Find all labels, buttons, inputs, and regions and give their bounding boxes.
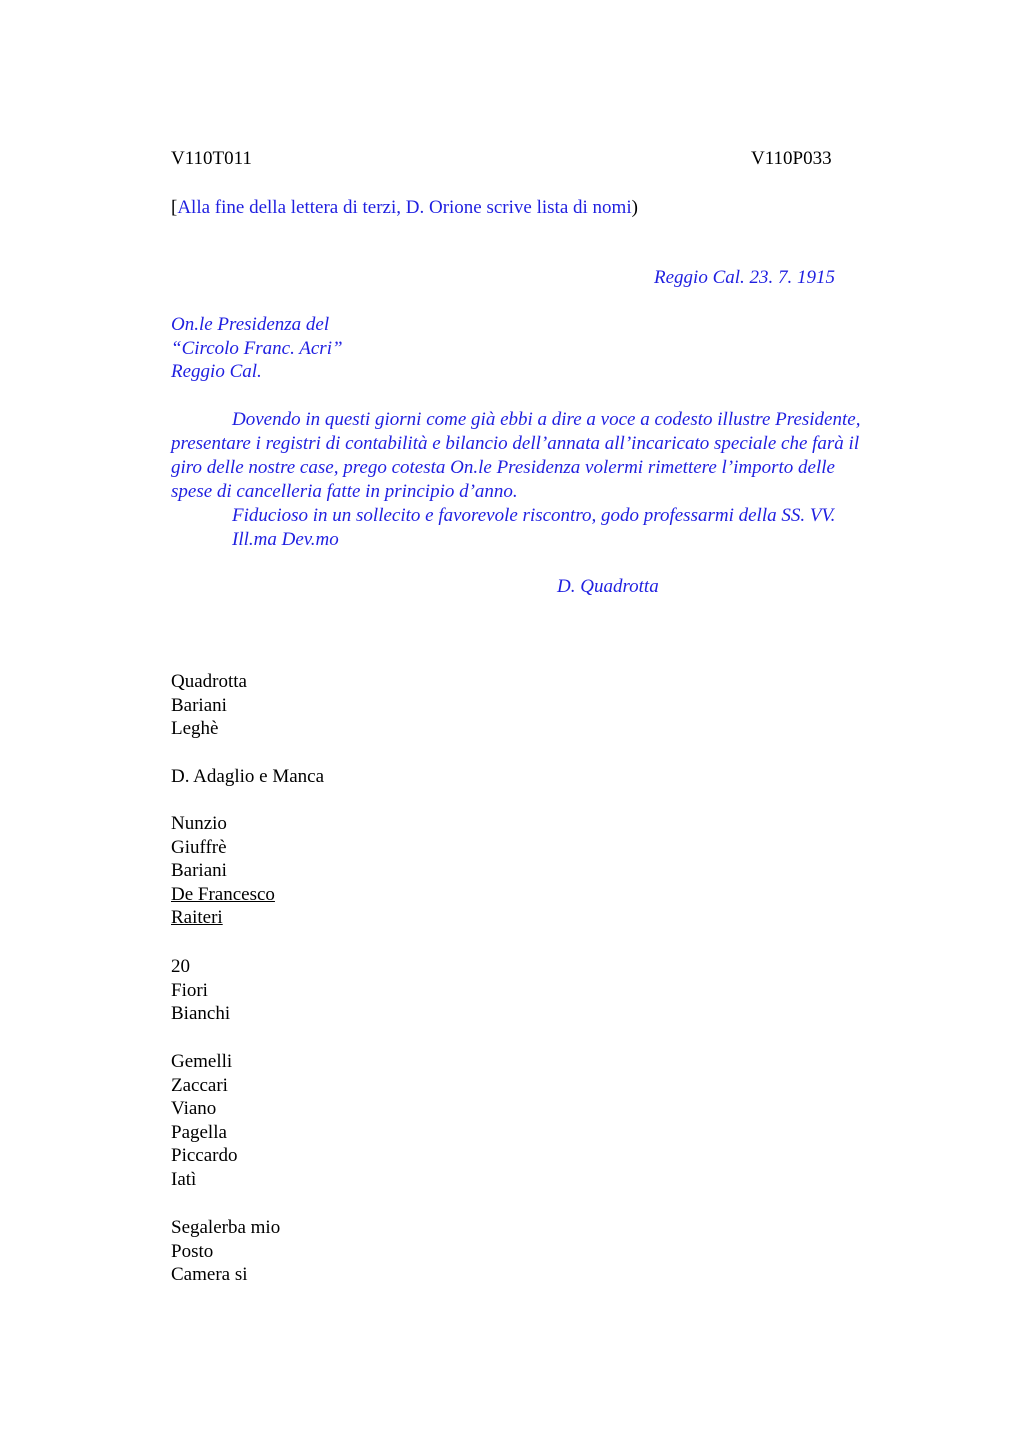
letter-address: [171, 313, 343, 384]
list-item: Posto: [171, 1240, 214, 1262]
list-item: Zaccari: [171, 1074, 228, 1096]
list-item: Camera si: [171, 1264, 248, 1286]
list-item: Bariani: [171, 694, 227, 716]
list-item: Iatì: [171, 1168, 197, 1190]
list-item: Leghè: [171, 718, 219, 740]
body-line: spese di cancelleria fatte in principio d’anno.: [171, 480, 518, 502]
note-text: Alla fine della lettera di terzi, D. Orione scrive lista di nomi: [177, 197, 632, 218]
body-line: Dovendo in questi giorni come già ebbi a dire a voce a codesto illustre Presidente,: [232, 409, 861, 430]
document-code-right: V110P033: [751, 148, 832, 169]
note-open-bracket: [: [171, 197, 178, 218]
body-line: giro delle nostre case, prego cotesta On.le Presidenza volermi rimettere l’importo delle: [171, 456, 835, 478]
list-item: Viano: [171, 1098, 217, 1120]
address-line: On.le Presidenza del: [171, 314, 330, 335]
list-item: Gemelli: [171, 1051, 233, 1072]
list-item: Fiori: [171, 979, 208, 1001]
note-close-bracket: ): [631, 197, 638, 218]
list-item-underlined: Raiteri: [171, 907, 223, 929]
address-line: “Circolo Franc. Acri”: [171, 337, 343, 359]
list-item: Pagella: [171, 1121, 227, 1143]
editorial-note: [171, 196, 638, 220]
closing-line: Ill.ma Dev.mo: [232, 528, 339, 550]
name-group-1: [171, 670, 247, 741]
name-group-5: [171, 1050, 237, 1192]
list-item: Giuffrè: [171, 836, 227, 858]
name-group-6: [171, 1216, 280, 1287]
list-item: D. Adaglio e Manca: [171, 766, 325, 787]
list-item: Quadrotta: [171, 671, 247, 692]
list-item: Bianchi: [171, 1003, 231, 1025]
closing-line: Fiducioso in un sollecito e favorevole riscontro, godo professarmi della SS. VV.: [232, 504, 836, 526]
name-group-4: [171, 955, 230, 1026]
list-item: Nunzio: [171, 813, 227, 834]
list-item: Bariani: [171, 860, 227, 882]
address-line: Reggio Cal.: [171, 361, 262, 383]
letter-date: Reggio Cal. 23. 7. 1915: [654, 267, 836, 288]
letter-signature: D. Quadrotta: [557, 576, 659, 597]
name-group-2: [171, 765, 324, 789]
list-item: 20: [171, 956, 190, 977]
list-item: Segalerba mio: [171, 1217, 281, 1238]
body-line: presentare i registri di contabilità e bilancio dell’annata all’incaricato speciale che farà il: [171, 432, 860, 454]
list-item-underlined: De Francesco: [171, 883, 275, 905]
document-code-left: V110T011: [171, 148, 252, 169]
name-group-3: [171, 812, 275, 930]
letter-body: [171, 408, 931, 551]
list-item: Piccardo: [171, 1145, 238, 1167]
